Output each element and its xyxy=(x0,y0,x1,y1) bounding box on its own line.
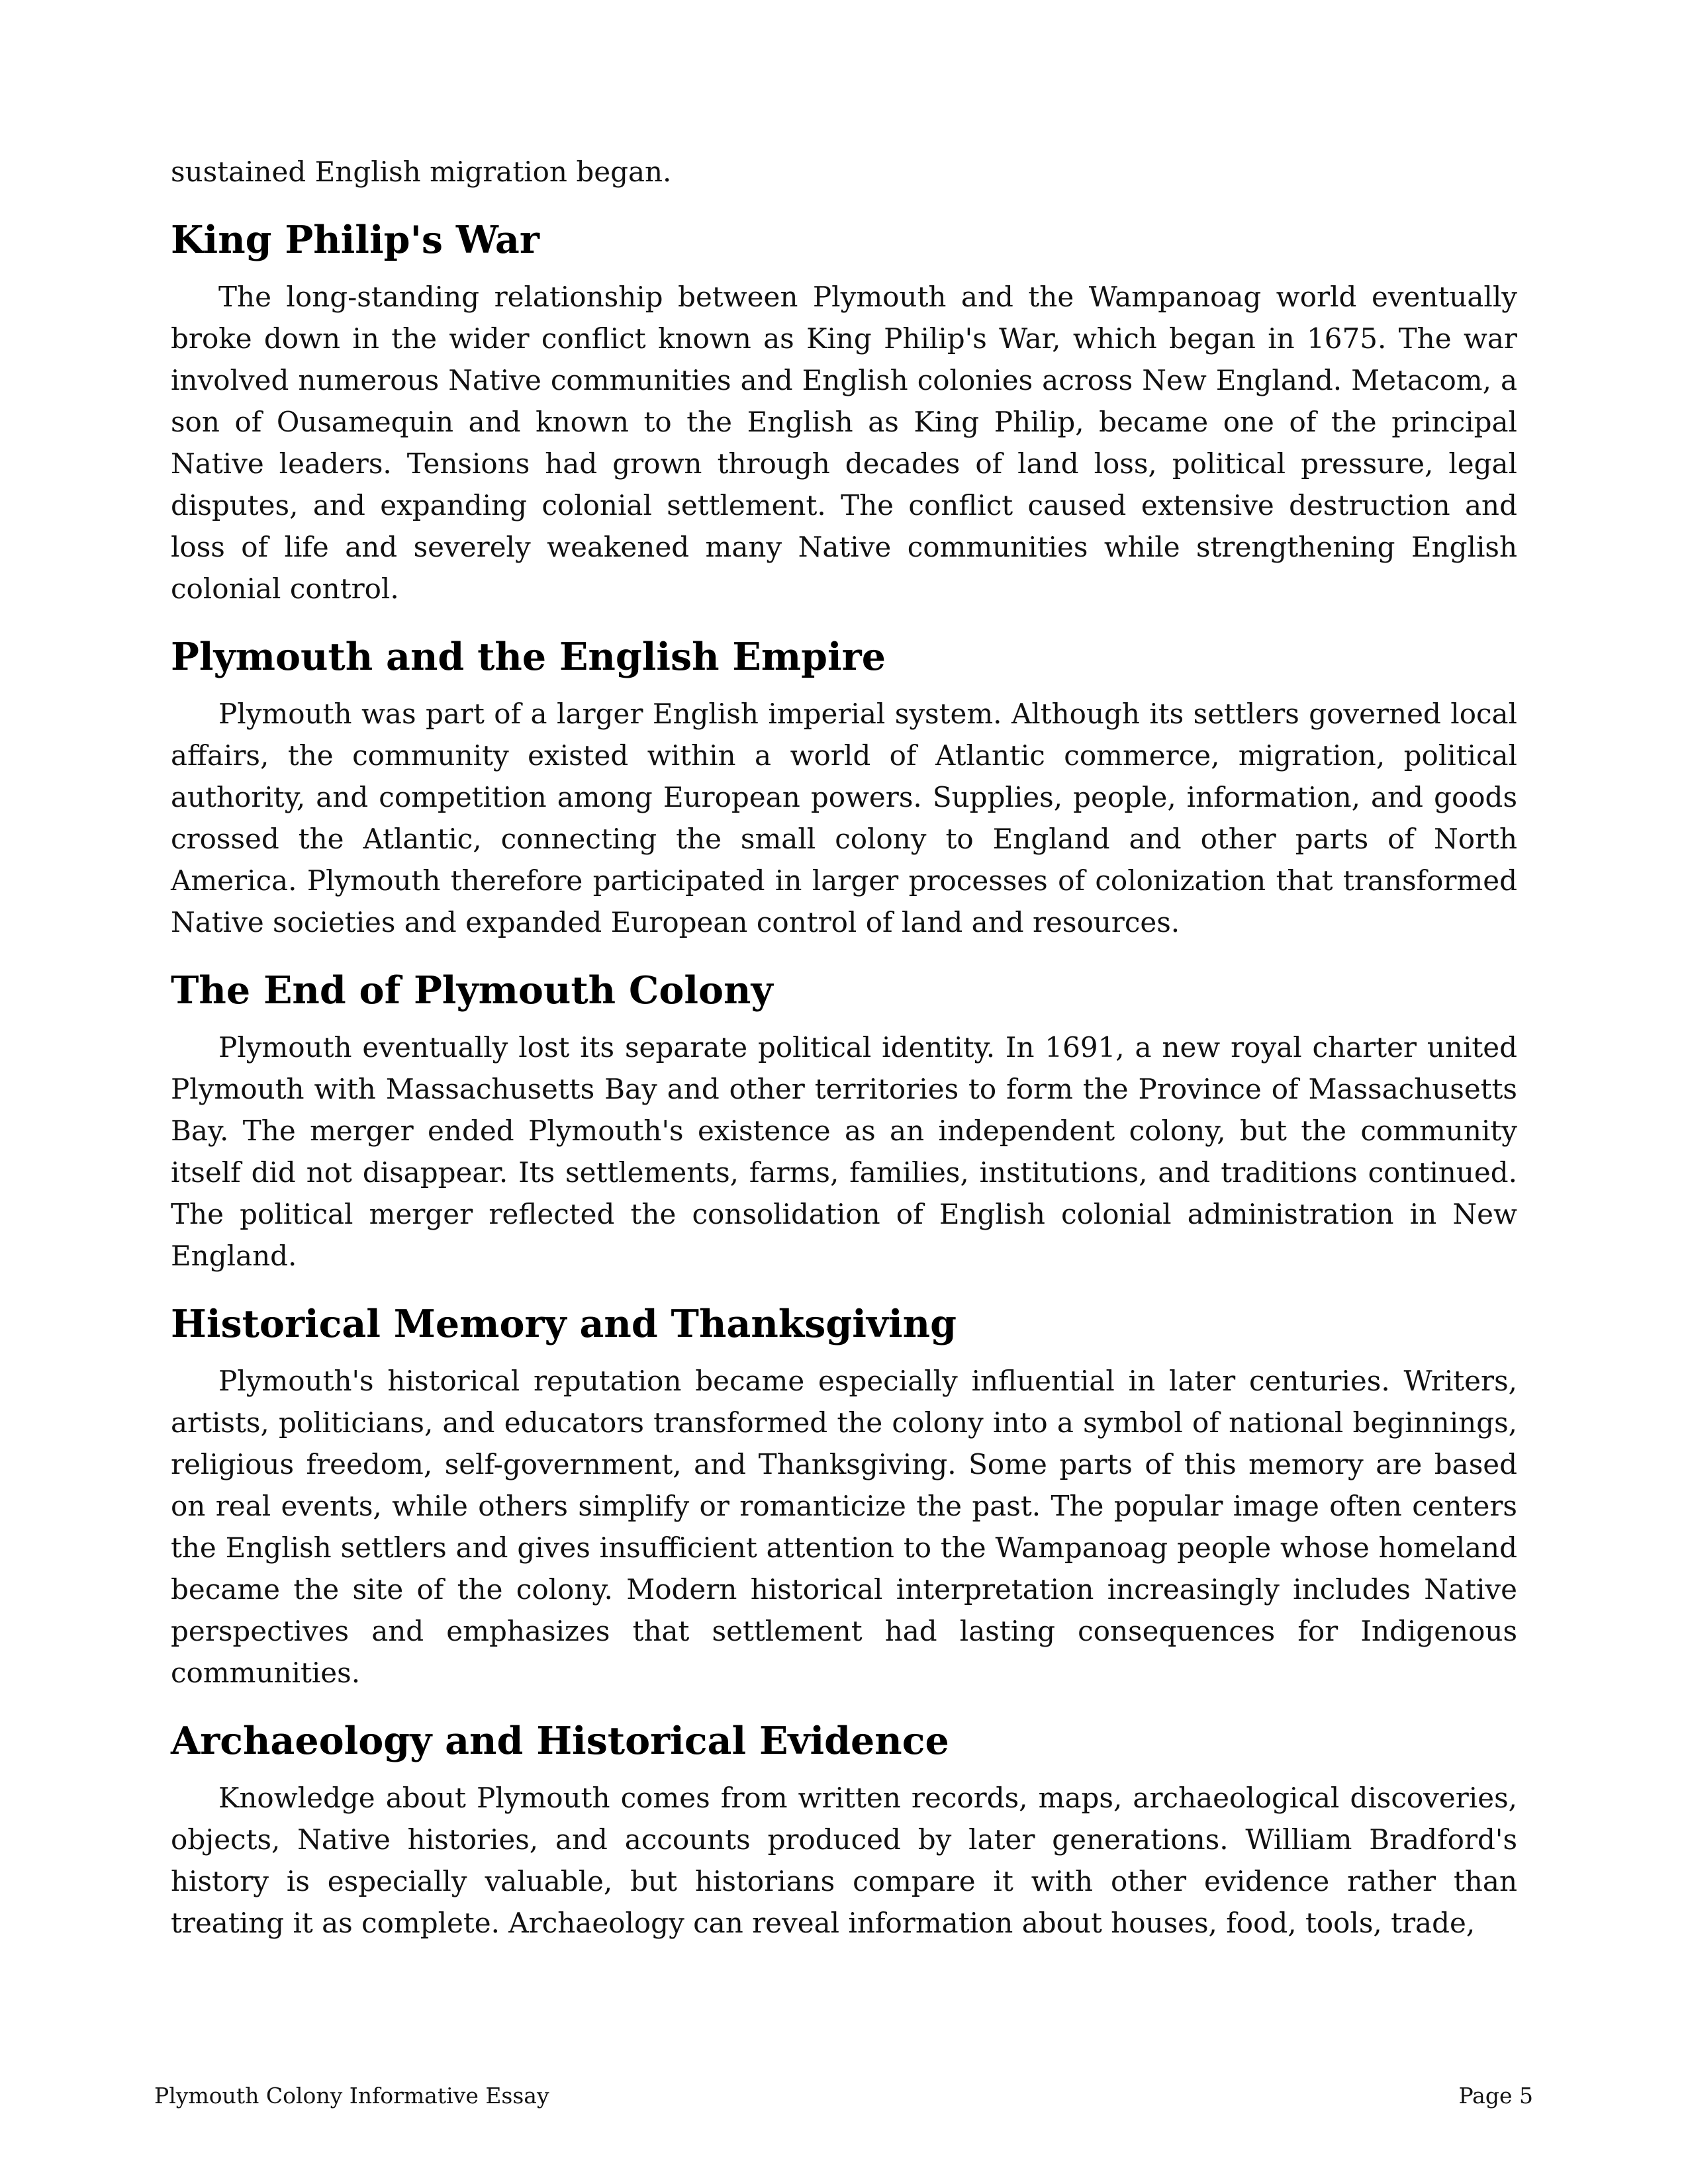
section-paragraph: Plymouth was part of a larger English imperial system. Although its settlers governed local affairs, the community existed within a world of Atlantic commerce, migration, political authority, and competition among European powers. Supplies, people, information, and goods crossed the Atlantic, connecting the small colony to England and other parts of North America. Plymouth therefore participated in larger processes of colonization that transformed Native societies and expanded European control of land and resources. xyxy=(171,698,1517,938)
section-heading: The End of Plymouth Colony xyxy=(171,968,773,1013)
section-plymouth-english-empire xyxy=(171,633,1517,943)
section-paragraph: Knowledge about Plymouth comes from written records, maps, archaeological discoveries, objects, Native histories, and accounts produced by later generations. William Bradford's history is especially valuable, but historians compare it with other evidence rather than treating it as complete. Archaeology can reveal information about houses, food, tools, trade, xyxy=(171,1782,1517,1939)
section-heading: King Philip's War xyxy=(171,218,539,262)
document-body xyxy=(171,151,1517,1944)
section-heading: Archaeology and Historical Evidence xyxy=(171,1719,949,1763)
section-heading: Historical Memory and Thanksgiving xyxy=(171,1302,957,1346)
section-paragraph: The long-standing relationship between Plymouth and the Wampanoag world eventually broke down in the wider conflict known as King Philip's War, which began in 1675. The war involved numerous Native communities and English colonies across New England. Metacom, a son of Ousamequin and known to the English as King Philip, became one of the principal Native leaders. Tensions had grown through decades of land loss, political pressure, legal disputes, and expanding colonial settlement. The conflict caused extensive destruction and loss of life and severely weakened many Native communities while strengthening English colonial control. xyxy=(171,281,1517,605)
section-king-philips-war xyxy=(171,216,1517,610)
footer-title: Plymouth Colony Informative Essay xyxy=(154,2083,549,2109)
page-number: Page 5 xyxy=(1458,2083,1533,2109)
section-heading: Plymouth and the English Empire xyxy=(171,635,886,679)
section-paragraph: Plymouth eventually lost its separate political identity. In 1691, a new royal charter united Plymouth with Massachusetts Bay and other territories to form the Province of Massachusetts Bay. The merger ended Plymouth's existence as an independent colony, but the community itself did not disappear. Its settlements, farms, families, institutions, and traditions continued. The political merger reflected the consolidation of English colonial administration in New England. xyxy=(171,1031,1517,1272)
section-historical-memory xyxy=(171,1300,1517,1694)
section-end-of-plymouth-colony xyxy=(171,967,1517,1277)
section-archaeology xyxy=(171,1717,1517,1944)
section-paragraph: Plymouth's historical reputation became especially influential in later centuries. Writers, artists, politicians, and educators transformed the colony into a symbol of national beginnings, religious freedom, self-government, and Thanksgiving. Some parts of this memory are based on real events, while others simplify or romanticize the past. The popular image often centers the English settlers and gives insufficient attention to the Wampanoag people whose homeland became the site of the colony. Modern historical interpretation increasingly includes Native perspectives and emphasizes that settlement had lasting consequences for Indigenous communities. xyxy=(171,1365,1517,1689)
continued-paragraph: sustained English migration began. xyxy=(171,156,672,188)
